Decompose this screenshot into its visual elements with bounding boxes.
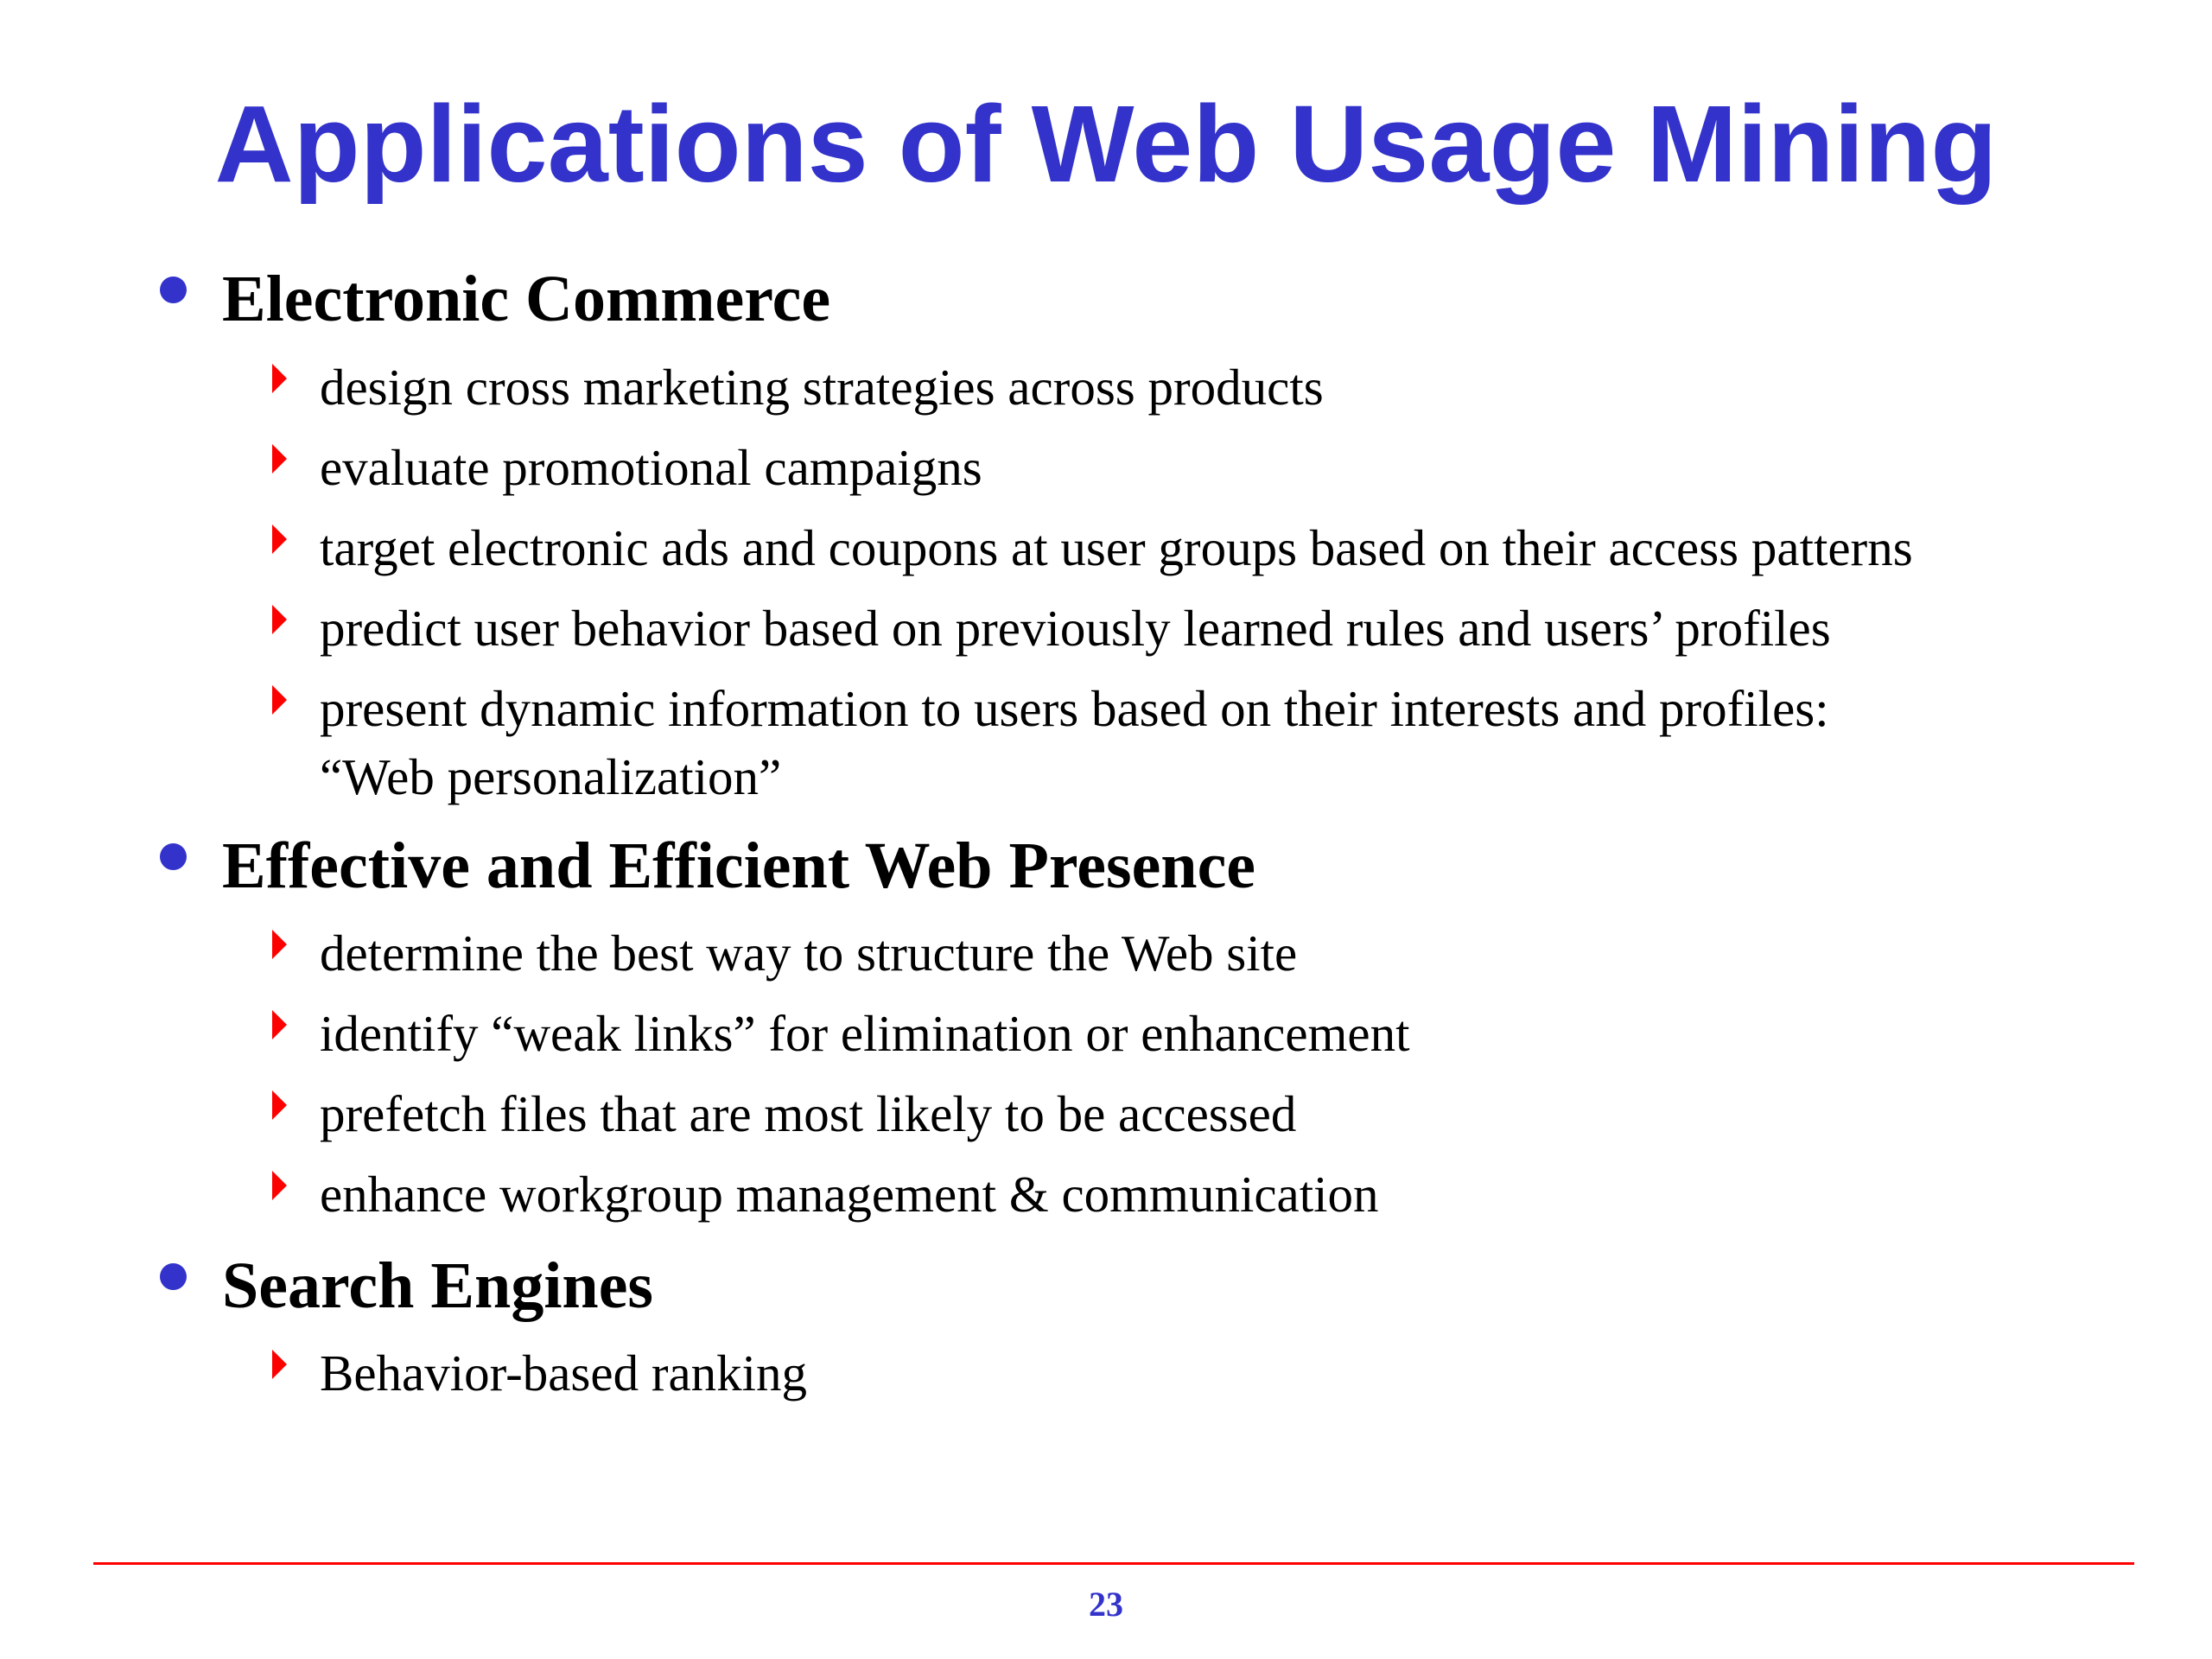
section-heading-web-presence: Effective and Efficient Web Presence xyxy=(222,830,1256,902)
red-triangle-bullet-icon xyxy=(272,605,287,634)
section-heading-search-engines: Search Engines xyxy=(222,1249,654,1322)
list-item: enhance workgroup management & communication xyxy=(320,1166,1379,1223)
blue-dot-bullet-icon xyxy=(160,843,187,870)
list-item: identify “weak links” for elimination or enhancement xyxy=(320,1005,1410,1062)
list-item: determine the best way to structure the Web site xyxy=(320,925,1298,982)
list-item: target electronic ads and coupons at user groups based on their access patterns xyxy=(320,519,1913,576)
list-item: design cross marketing strategies across products xyxy=(320,359,1324,416)
red-triangle-bullet-icon xyxy=(272,1350,287,1379)
red-triangle-bullet-icon xyxy=(272,1090,287,1120)
slide-title: Applications of Web Usage Mining xyxy=(214,83,1998,205)
red-triangle-bullet-icon xyxy=(272,364,287,393)
red-triangle-bullet-icon xyxy=(272,1010,287,1039)
red-triangle-bullet-icon xyxy=(272,524,287,554)
page-number: 23 xyxy=(1089,1585,1123,1624)
list-item: Behavior-based ranking xyxy=(320,1344,808,1402)
red-triangle-bullet-icon xyxy=(272,444,287,474)
blue-dot-bullet-icon xyxy=(160,1263,187,1290)
list-item-continuation: “Web personalization” xyxy=(320,748,782,805)
red-triangle-bullet-icon xyxy=(272,930,287,959)
list-item: prefetch files that are most likely to be accessed xyxy=(320,1085,1297,1142)
list-item: predict user behavior based on previously learned rules and users’ profiles xyxy=(320,600,1831,657)
footer-divider xyxy=(93,1562,2134,1565)
red-triangle-bullet-icon xyxy=(272,685,287,715)
blue-dot-bullet-icon xyxy=(160,276,187,303)
section-heading-electronic-commerce: Electronic Commerce xyxy=(222,263,831,335)
red-triangle-bullet-icon xyxy=(272,1171,287,1200)
list-item: evaluate promotional campaigns xyxy=(320,439,982,496)
list-item: present dynamic information to users based on their interests and profiles: xyxy=(320,680,1829,737)
